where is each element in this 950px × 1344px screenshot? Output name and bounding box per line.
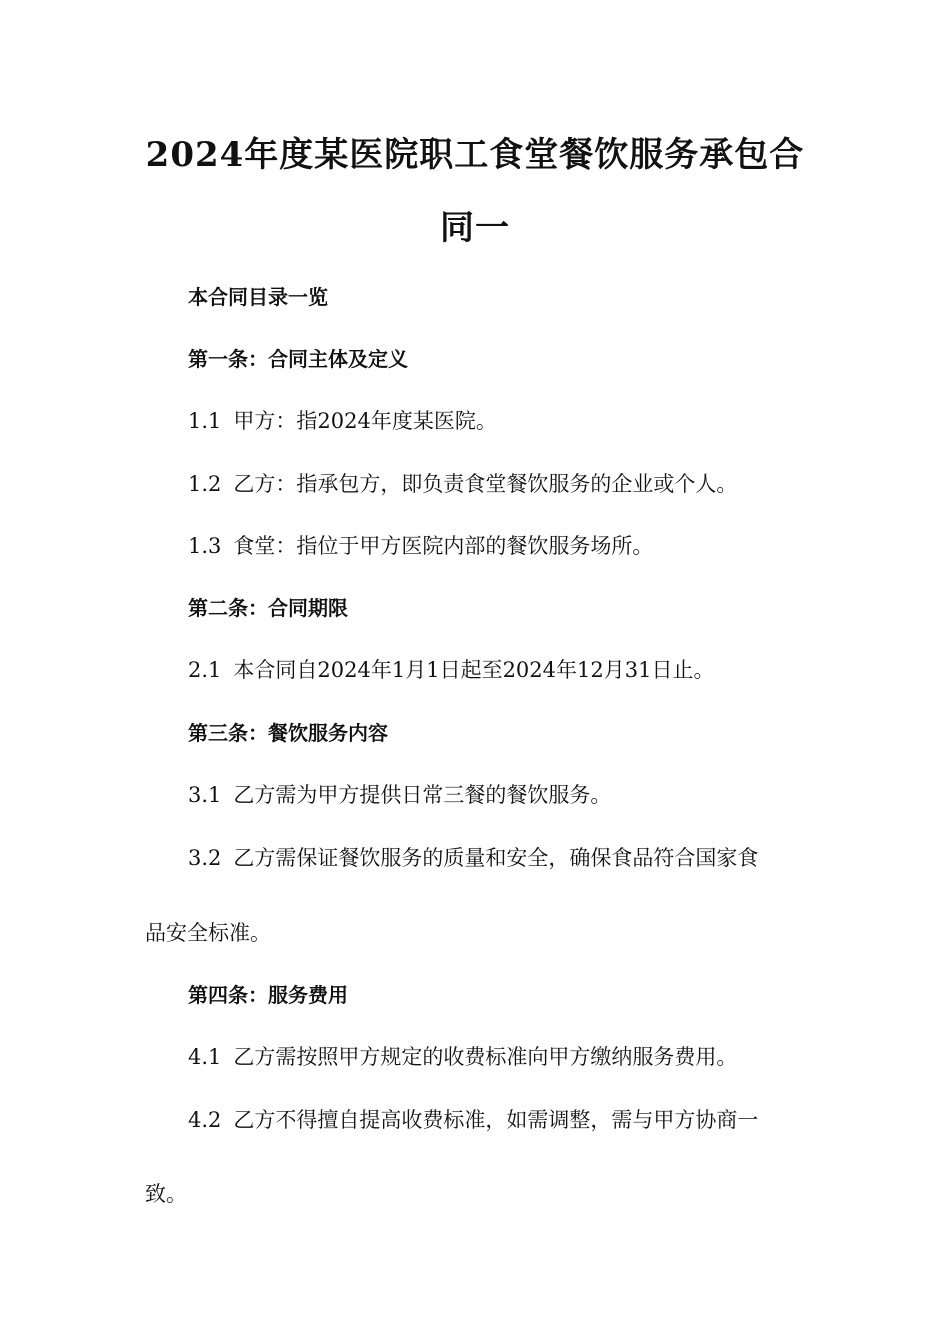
clause-number: 1.1 <box>188 409 222 433</box>
clause-number: 1.2 <box>188 472 222 496</box>
clause-4-2-continuation: 致。 <box>145 1182 187 1206</box>
clause-4-1 <box>188 1044 737 1070</box>
clause-3-2-continuation: 品安全标准。 <box>145 921 271 945</box>
clause-4-2 <box>188 1107 758 1133</box>
clause-number: 1.3 <box>188 534 222 558</box>
document-title-line-1: 2024年度某医院职工食堂餐饮服务承包合 <box>145 135 805 175</box>
clause-text: 乙方：指承包方，即负责食堂餐饮服务的企业或个人。 <box>233 472 738 496</box>
clause-number: 4.2 <box>188 1108 222 1132</box>
clause-1-2 <box>188 471 737 497</box>
article-2-heading: 第二条：合同期限 <box>188 596 348 620</box>
clause-text: 本合同自2024年1月1日起至2024年12月31日止。 <box>233 658 715 682</box>
clause-number: 2.1 <box>188 658 222 682</box>
clause-text: 乙方需保证餐饮服务的质量和安全，确保食品符合国家食 <box>233 846 759 870</box>
clause-2-1 <box>188 657 714 683</box>
document-title-line-2: 同一 <box>440 208 510 248</box>
article-3-heading: 第三条：餐饮服务内容 <box>188 721 388 745</box>
clause-text: 甲方：指2024年度某医院。 <box>233 409 497 433</box>
clause-text: 乙方需按照甲方规定的收费标准向甲方缴纳服务费用。 <box>233 1045 738 1069</box>
clause-number: 3.2 <box>188 846 222 870</box>
clause-number: 4.1 <box>188 1045 222 1069</box>
clause-text: 乙方不得擅自提高收费标准，如需调整，需与甲方协商一 <box>233 1108 759 1132</box>
toc-heading: 本合同目录一览 <box>188 285 328 309</box>
clause-number: 3.1 <box>188 783 222 807</box>
clause-3-2 <box>188 845 758 871</box>
clause-text: 食堂：指位于甲方医院内部的餐饮服务场所。 <box>233 534 654 558</box>
clause-text: 乙方需为甲方提供日常三餐的餐饮服务。 <box>233 783 612 807</box>
article-1-heading: 第一条：合同主体及定义 <box>188 347 408 371</box>
clause-1-1 <box>188 408 497 434</box>
clause-3-1 <box>188 782 611 808</box>
article-4-heading: 第四条：服务费用 <box>188 983 348 1007</box>
clause-1-3 <box>188 533 653 559</box>
